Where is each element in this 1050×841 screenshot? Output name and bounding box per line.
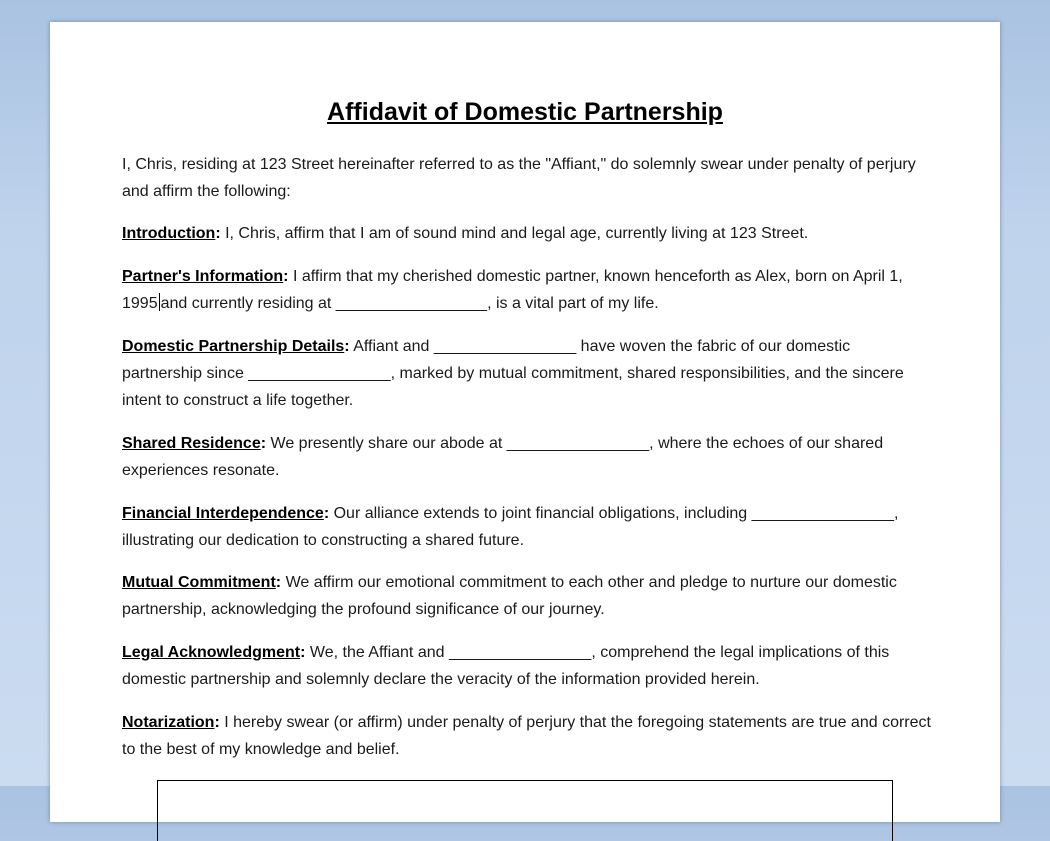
preamble-text: I, Chris, residing at 123 Street hereinafter referred to as the "Affiant," do solemnly swear under penalty of perjury and affirm the following: bbox=[122, 156, 916, 200]
document-page[interactable] bbox=[50, 22, 1000, 822]
section-legal-acknowledgment: Legal Acknowledgment: We, the Affiant and ________________, comprehend the legal implications of this domestic partnership and solemnly declare the veracity of the information provided herein. bbox=[122, 644, 890, 688]
section-introduction: Introduction: I, Chris, affirm that I am of sound mind and legal age, currently living at 123 Street. bbox=[122, 225, 809, 242]
text-cursor bbox=[159, 293, 160, 311]
section-text-partners-information-before: I affirm that my cherished domestic partner, known henceforth as Alex, born on April 1, 1995 bbox=[122, 268, 903, 312]
section-domestic-partnership-details: Domestic Partnership Details: Affiant and ________________ have woven the fabric of our domestic partnership since ________________, marked by mutual commitment, shared responsibilities, and the sincere intent to construct a life together. bbox=[122, 338, 904, 409]
signature-table[interactable] bbox=[157, 780, 893, 841]
section-shared-residence: Shared Residence: We presently share our abode at ________________, where the echoes of our shared experiences resonate. bbox=[122, 435, 884, 479]
section-text-shared-residence: We presently share our abode at ________________, where the echoes of our shared experiences resonate. bbox=[122, 435, 884, 479]
section-text-mutual-commitment: We affirm our emotional commitment to each other and pledge to nurture our domestic partnership, acknowledging the profound significance of our journey. bbox=[122, 574, 897, 618]
section-heading-partners-information: Partner's Information bbox=[122, 268, 284, 285]
section-mutual-commitment: Mutual Commitment: We affirm our emotional commitment to each other and pledge to nurture our domestic partnership, acknowledging the profound significance of our journey. bbox=[122, 574, 897, 618]
section-text-partners-information-after: and currently residing at _________________, is a vital part of my life. bbox=[160, 295, 659, 312]
section-text-introduction: I, Chris, affirm that I am of sound mind and legal age, currently living at 123 Street. bbox=[225, 225, 809, 242]
section-heading-domestic-partnership-details: Domestic Partnership Details bbox=[122, 338, 345, 355]
section-text-financial-interdependence: Our alliance extends to joint financial obligations, including ________________, illustrating our dedication to constructing a shared future. bbox=[122, 505, 899, 549]
section-text-domestic-partnership-details: Affiant and ________________ have woven the fabric of our domestic partnership since ________________, marked by mutual commitment, shared responsibilities, and the sincere intent to construct a life together. bbox=[122, 338, 904, 409]
preamble-paragraph bbox=[122, 151, 932, 205]
section-partners-information: Partner's Information: I affirm that my cherished domestic partner, known henceforth as Alex, born on April 1, 1995 and currently residing at _________________, is a vital part of my life. bbox=[122, 268, 903, 312]
section-heading-financial-interdependence: Financial Interdependence bbox=[122, 505, 324, 522]
section-text-notarization: I hereby swear (or affirm) under penalty of perjury that the foregoing statements are true and correct to the best of my knowledge and belief. bbox=[122, 714, 931, 758]
section-heading-notarization: Notarization bbox=[122, 714, 215, 731]
section-financial-interdependence: Financial Interdependence: Our alliance extends to joint financial obligations, including ________________, illustrating our dedication to constructing a shared future. bbox=[122, 505, 899, 549]
section-heading-shared-residence: Shared Residence bbox=[122, 435, 261, 452]
section-notarization: Notarization: I hereby swear (or affirm) under penalty of perjury that the foregoing statements are true and correct to the best of my knowledge and belief. bbox=[122, 714, 931, 758]
section-text-legal-acknowledgment: We, the Affiant and ________________, comprehend the legal implications of this domestic partnership and solemnly declare the veracity of the information provided herein. bbox=[122, 644, 890, 688]
document-title: Affidavit of Domestic Partnership bbox=[327, 98, 723, 126]
section-heading-introduction: Introduction bbox=[122, 225, 216, 242]
section-heading-mutual-commitment: Mutual Commitment bbox=[122, 574, 276, 591]
section-heading-legal-acknowledgment: Legal Acknowledgment bbox=[122, 644, 301, 661]
